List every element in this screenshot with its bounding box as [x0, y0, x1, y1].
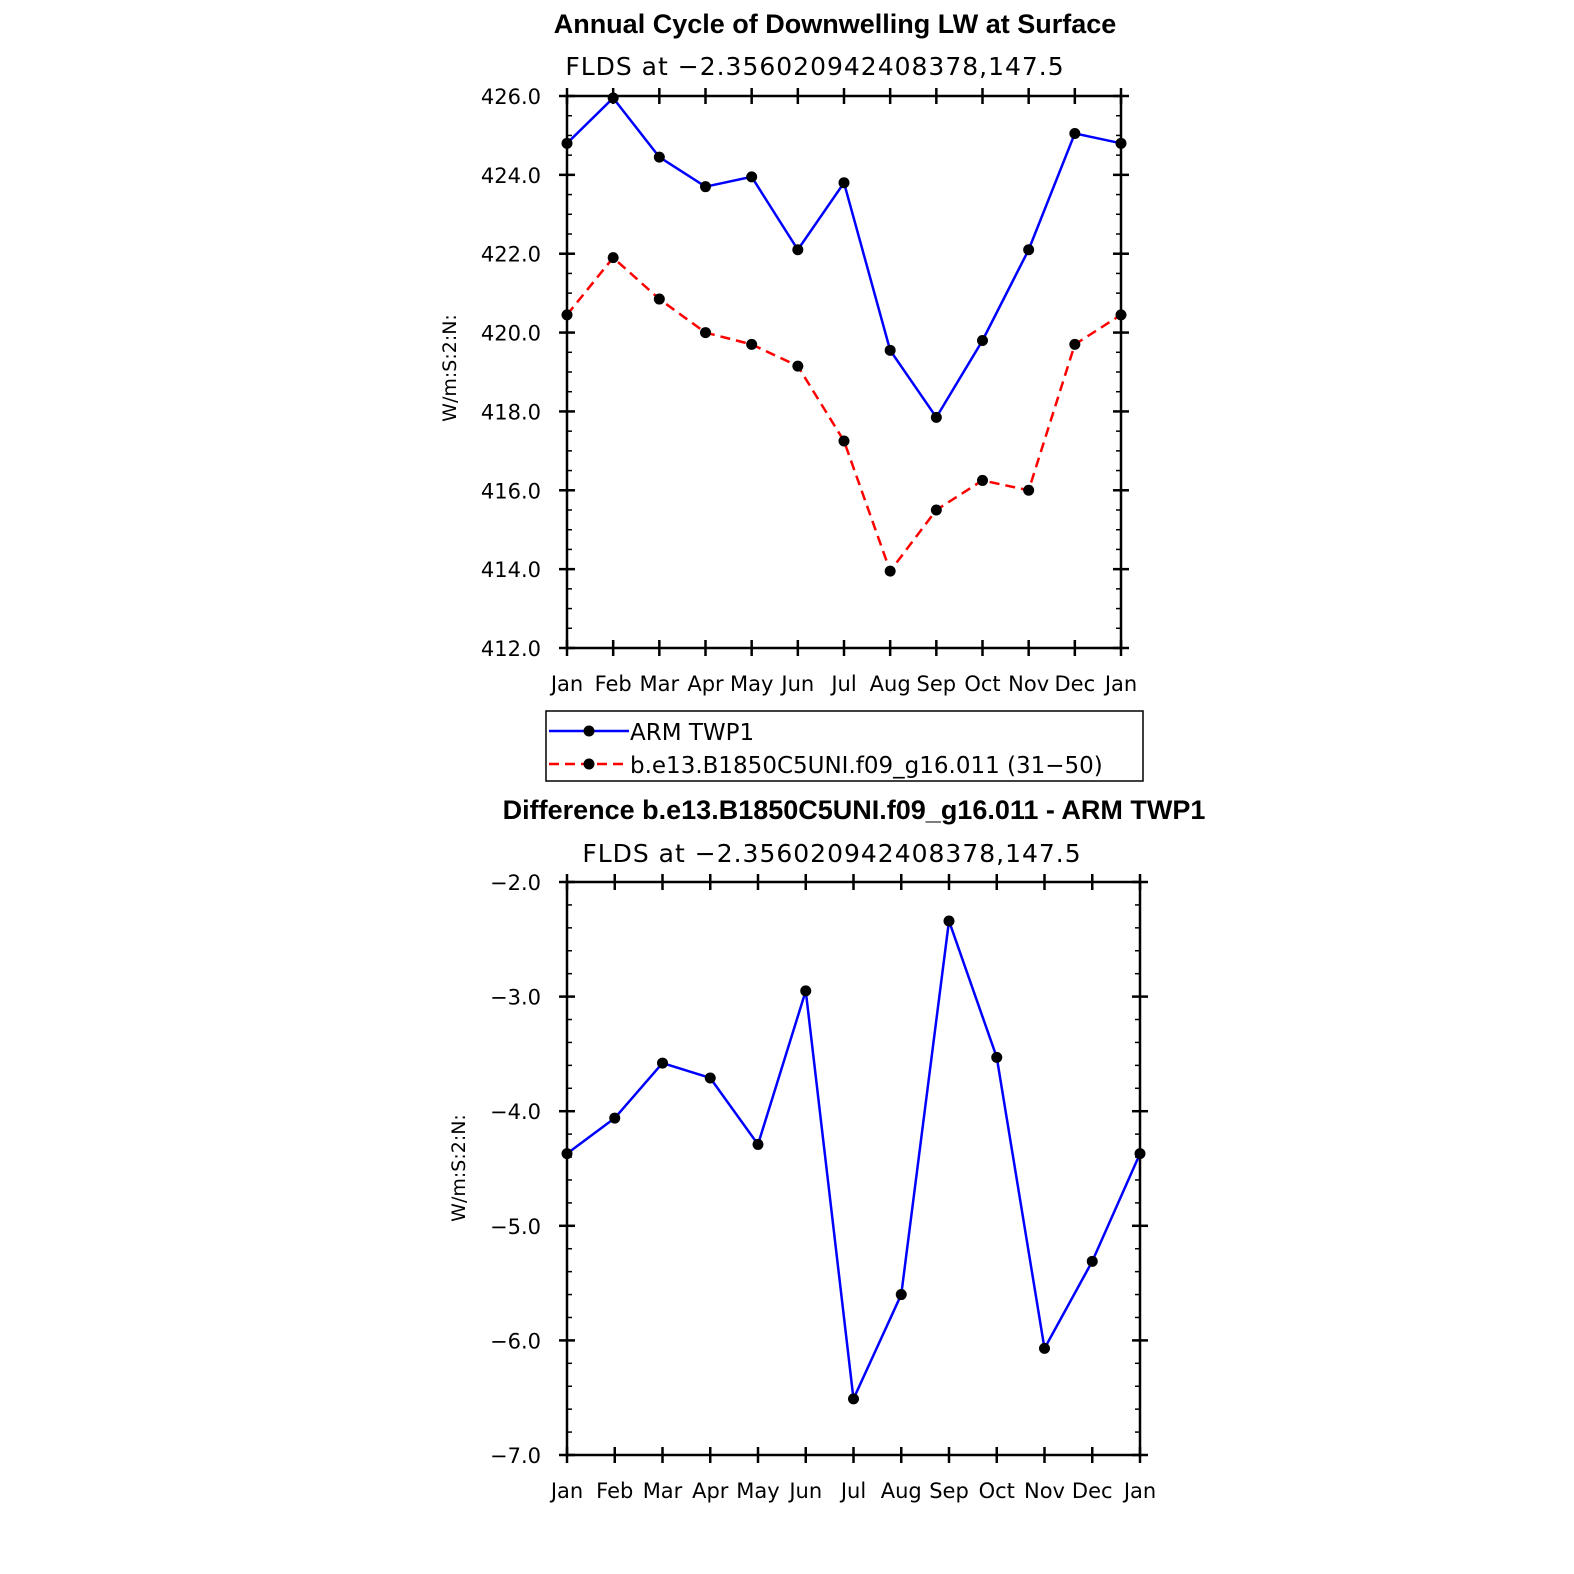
data-point: [1135, 1148, 1146, 1159]
chart-title: Annual Cycle of Downwelling LW at Surface: [553, 9, 1117, 39]
difference-chart: [448, 795, 1205, 1503]
data-point: [1069, 128, 1080, 139]
legend-marker-arm: [584, 726, 595, 737]
x-tick-label: Feb: [594, 672, 632, 696]
x-tick-label: Feb: [596, 1479, 634, 1503]
data-point: [792, 244, 803, 255]
x-tick-label: Nov: [1024, 1479, 1065, 1503]
y-tick-label: 418.0: [480, 400, 541, 425]
series-line-1: [567, 258, 1121, 571]
data-point: [1023, 244, 1034, 255]
data-point: [562, 309, 573, 320]
data-point: [885, 566, 896, 577]
data-point: [700, 327, 711, 338]
x-tick-label: May: [736, 1479, 780, 1503]
y-tick-label: −3.0: [490, 985, 541, 1010]
x-tick-label: Sep: [916, 672, 957, 696]
data-point: [705, 1072, 716, 1083]
x-tick-label: Aug: [880, 1479, 922, 1503]
series-layer: [562, 92, 1127, 576]
legend-label-arm: ARM TWP1: [630, 720, 755, 746]
x-tick-label: Jan: [550, 672, 584, 696]
y-tick-label: −5.0: [490, 1214, 541, 1239]
data-point: [977, 475, 988, 486]
y-tick-label: 422.0: [480, 242, 541, 267]
data-point: [1087, 1256, 1098, 1267]
series-line-0: [567, 98, 1121, 417]
x-tick-label: Nov: [1008, 672, 1050, 696]
x-tick-label: Jan: [1104, 672, 1138, 696]
data-point: [746, 171, 757, 182]
x-tick-label: Oct: [978, 1479, 1015, 1503]
axes: [481, 85, 1137, 696]
x-tick-label: Jul: [831, 672, 857, 696]
data-point: [848, 1393, 859, 1404]
x-tick-label: Apr: [692, 1479, 729, 1503]
data-point: [1116, 138, 1127, 149]
data-point: [746, 339, 757, 350]
x-tick-label: Jun: [789, 1479, 823, 1503]
data-point: [654, 294, 665, 305]
y-tick-label: 412.0: [480, 637, 541, 661]
data-point: [700, 181, 711, 192]
data-point: [885, 345, 896, 356]
data-point: [977, 335, 988, 346]
x-tick-label: Dec: [1071, 1479, 1113, 1503]
x-tick-label: Jan: [550, 1479, 584, 1503]
data-point: [657, 1058, 668, 1069]
data-point: [792, 361, 803, 372]
y-tick-label: −4.0: [490, 1100, 541, 1125]
data-point: [562, 138, 573, 149]
data-point: [896, 1289, 907, 1300]
x-tick-label: Jan: [1123, 1479, 1157, 1503]
data-point: [839, 436, 850, 447]
data-point: [931, 505, 942, 516]
data-point: [654, 152, 665, 163]
x-tick-label: May: [729, 672, 774, 696]
legend-label-model: b.e13.B1850C5UNI.f09_g16.011 (31−50): [630, 753, 1103, 779]
data-point: [608, 252, 619, 263]
data-point: [608, 92, 619, 103]
x-tick-label: Mar: [642, 1479, 683, 1503]
data-point: [1023, 485, 1034, 496]
x-tick-label: Mar: [639, 672, 680, 696]
series-line-0: [567, 921, 1140, 1399]
data-point: [839, 177, 850, 188]
y-tick-label: 424.0: [480, 163, 541, 188]
y-axis-label: W/m:S:2:N:: [439, 314, 461, 422]
y-tick-label: 420.0: [480, 321, 541, 346]
y-tick-label: −6.0: [490, 1329, 541, 1354]
x-tick-label: Aug: [869, 672, 911, 696]
data-point: [1116, 309, 1127, 320]
data-point: [991, 1052, 1002, 1063]
data-point: [753, 1139, 764, 1150]
legend-marker-model: [584, 759, 595, 770]
y-tick-label: −7.0: [490, 1444, 541, 1468]
data-point: [1069, 339, 1080, 350]
axes: [490, 871, 1156, 1503]
y-tick-label: 426.0: [480, 85, 541, 109]
x-tick-label: Sep: [929, 1479, 969, 1503]
x-tick-label: Dec: [1054, 672, 1096, 696]
x-tick-label: Oct: [964, 672, 1001, 696]
chart-subtitle: FLDS at −2.356020942408378,147.5: [582, 839, 1082, 868]
annual-cycle-chart: [439, 9, 1137, 696]
y-tick-label: 414.0: [480, 558, 541, 583]
series-layer: [562, 915, 1146, 1404]
data-point: [562, 1148, 573, 1159]
chart-subtitle: FLDS at −2.356020942408378,147.5: [565, 52, 1065, 81]
x-tick-label: Jun: [781, 672, 815, 696]
x-tick-label: Jul: [840, 1479, 867, 1503]
data-point: [944, 915, 955, 926]
data-point: [1039, 1343, 1050, 1354]
x-tick-label: Apr: [687, 672, 724, 696]
chart-title: Difference b.e13.B1850C5UNI.f09_g16.011 - ARM TWP1: [502, 795, 1206, 825]
data-point: [800, 985, 811, 996]
data-point: [931, 412, 942, 423]
y-tick-label: 416.0: [480, 479, 541, 504]
legend: [546, 711, 1143, 781]
plot-frame: [567, 882, 1140, 1455]
y-axis-label: W/m:S:2:N:: [448, 1114, 470, 1222]
y-tick-label: −2.0: [490, 871, 541, 895]
data-point: [609, 1113, 620, 1124]
